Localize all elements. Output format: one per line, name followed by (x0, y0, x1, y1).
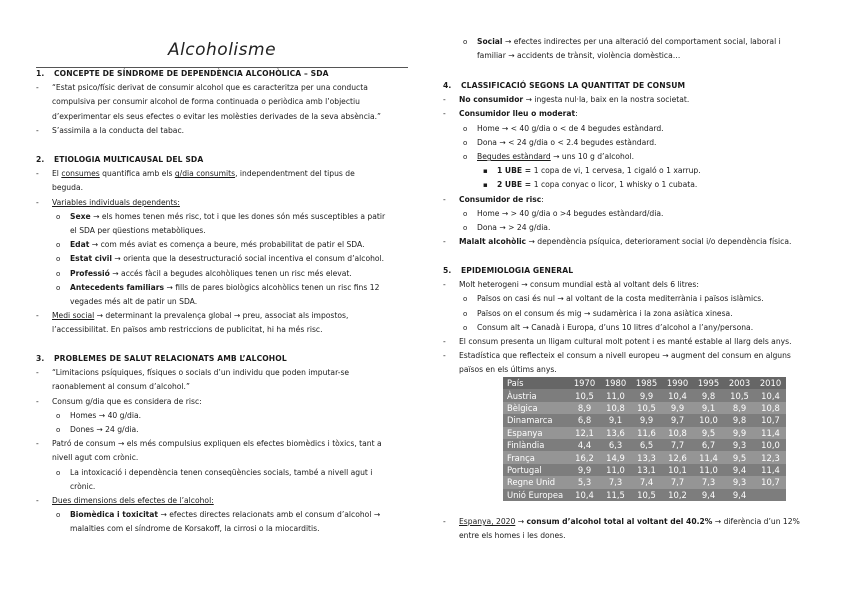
text: → diferència d’un 12% (712, 517, 800, 526)
table-cell: 8,9 (569, 402, 600, 414)
bullet (36, 81, 408, 124)
table-cell: 10,0 (755, 439, 786, 451)
underlined-text: Espanya, 2020 (459, 517, 516, 526)
table-cell: 10,5 (569, 389, 600, 401)
table-cell: 1980 (600, 377, 631, 389)
bullet: - Variables individuals dependents: (36, 196, 408, 210)
section-number: 3. (36, 354, 45, 363)
bullet: - Dues dimensions dels efectes de l’alcohol: (36, 494, 408, 508)
text-line: raonablement al consum d’alcohol.” (52, 382, 190, 392)
table-row-label: Bèlgica (503, 402, 569, 414)
page-title: Alcoholisme (167, 40, 277, 60)
table-cell: 11,4 (755, 427, 786, 439)
table-cell: 1970 (569, 377, 600, 389)
sub-bullet: o Països on casi és nul → al voltant de la costa mediterrània i països islàmics. (443, 292, 815, 306)
bullet (443, 515, 815, 543)
bold-term: Consumidor de risc (459, 194, 542, 204)
table-cell: 10,5 (631, 402, 662, 414)
text: : (575, 109, 578, 119)
text: El (52, 169, 62, 179)
bullet (443, 235, 815, 249)
text-line: crònic. (70, 481, 96, 491)
table-row (503, 476, 786, 488)
table-row-label: Regne Unid (503, 476, 569, 488)
table-cell: 10,8 (755, 402, 786, 414)
section-number: 2. (36, 155, 45, 164)
table-cell: 9,8 (724, 414, 755, 426)
text-line: malalties com el síndrome de Korsakoff, la cirrosi o la miocarditis. (70, 524, 320, 534)
table-cell: 2003 (724, 377, 755, 389)
text-line: el SDA per qüestions metabòliques. (70, 226, 206, 236)
table-row-label: Àustria (503, 389, 569, 401)
table-cell: 11,0 (600, 389, 631, 401)
section-heading-text: CONCEPTE DE SÍNDROME DE DEPENDÈNCIA ALCOHÒLICA – SDA (54, 69, 329, 78)
table-cell: 9,4 (724, 489, 755, 501)
bold-term: Professió (70, 268, 110, 278)
sub-bullet (36, 281, 408, 309)
bullet (36, 167, 408, 195)
section-heading-text: PROBLEMES DE SALUT RELACIONATS AMB L’ALCOHOL (54, 354, 287, 363)
sub-bullet (36, 238, 408, 252)
table-cell: 12,3 (755, 451, 786, 463)
table-cell: 9,3 (724, 439, 755, 451)
text-line: països en els últims anys. (459, 365, 557, 375)
table-cell: 10,5 (631, 489, 662, 501)
text: : (541, 194, 544, 204)
text-line: d’experimentar els seus efectes o evitar les molèsties derivades de la seva absència.” (52, 111, 381, 121)
sub-bullet (443, 150, 815, 164)
table-cell: 6,5 (631, 439, 662, 451)
section-1 (36, 67, 408, 138)
sub-bullet (36, 252, 408, 266)
section-heading-text: EPIDEMIOLOGIA GENERAL (461, 266, 574, 275)
text-line (70, 281, 408, 295)
table-cell: 10,1 (662, 464, 693, 476)
table-cell: 10,4 (662, 389, 693, 401)
table-cell: 11,0 (600, 464, 631, 476)
table-cell: 7,7 (662, 476, 693, 488)
text: → accés fàcil a begudes alcohòliques tenen un risc més elevat. (109, 268, 352, 278)
table-cell: 6,3 (600, 439, 631, 451)
bullet (36, 366, 408, 394)
table-row-label: Unió Europea (503, 489, 569, 501)
table-cell: 4,4 (569, 439, 600, 451)
bold-term: Sexe (70, 211, 91, 221)
text-line (477, 35, 815, 49)
bold-term: Biomèdica i toxicitat (70, 510, 159, 520)
table-cell: 13,6 (600, 427, 631, 439)
table-cell: 6,7 (693, 439, 724, 451)
text-line: beguda. (52, 183, 84, 193)
sub-bullet: o Home → > 40 g/dia o >4 begudes estàndard/dia. (443, 207, 815, 221)
table-cell: 9,9 (724, 427, 755, 439)
continuation-block (443, 35, 815, 63)
table-cell: 16,2 (569, 451, 600, 463)
table-cell: 9,5 (693, 427, 724, 439)
table-cell: 6,8 (569, 414, 600, 426)
table-cell: 9,9 (631, 414, 662, 426)
table-row (503, 414, 786, 426)
bullet (36, 309, 408, 337)
table-cell: 12,6 (662, 451, 693, 463)
bullet (443, 107, 815, 121)
bold-term: Consumidor lleu o moderat (459, 109, 576, 119)
sub-bullet: o Dona → < 24 g/dia o < 2.4 begudes estàndard. (443, 136, 815, 150)
table-row (503, 451, 786, 463)
text: → els homes tenen més risc, tot i que les dones són més susceptibles a patir (90, 211, 386, 221)
text: → dependència psíquica, deteriorament social i/o dependència física. (526, 237, 792, 247)
section-3 (36, 352, 408, 537)
text-line (70, 210, 408, 224)
table-row (503, 489, 786, 501)
alcohol-consumption-table (503, 377, 786, 501)
table-cell: 9,4 (693, 489, 724, 501)
table-cell: 10,8 (662, 427, 693, 439)
text: , independentment del tipus de (235, 169, 355, 179)
table-cell: 11,4 (693, 451, 724, 463)
table-cell (755, 489, 786, 501)
table-cell: 12,1 (569, 427, 600, 439)
bullet (443, 193, 815, 207)
table-cell: 11,6 (631, 427, 662, 439)
text-line: o La intoxicació i dependència tenen conseqüències socials, també a nivell agut i (70, 467, 373, 477)
table-cell: 9,8 (693, 389, 724, 401)
underlined-text: consumes (61, 169, 100, 179)
bold-term: Estat civil (70, 254, 112, 264)
bullet: - S’assimila a la conducta del tabac. (36, 124, 408, 138)
text-line (70, 508, 408, 522)
table-cell: 10,4 (569, 489, 600, 501)
text-line: compulsiva per consumir alcohol de forma continuada o periòdica amb l’objectiu (52, 97, 360, 107)
text: → determinant la prevalença global → preu, associat als impostos, (94, 311, 349, 321)
table-cell: 7,4 (631, 476, 662, 488)
text-line (52, 309, 408, 323)
table-cell: 7,7 (662, 439, 693, 451)
text-line: - Estadística que reflecteix el consum a nivell europeu → augment del consum en alguns (459, 351, 791, 361)
section-heading (443, 79, 815, 93)
table-cell: 11,5 (600, 489, 631, 501)
table-cell: 9,7 (662, 414, 693, 426)
sub-bullet (36, 210, 408, 238)
table-cell: 10,5 (724, 389, 755, 401)
sub-bullet: o Dones → 24 g/dia. (36, 423, 408, 437)
text-line: l’accessibilitat. En països amb restriccions de publicitat, hi ha més risc. (52, 325, 323, 335)
text-line: - “Limitacions psíquiques, físiques o socials d’un individu que poden imputar-se (52, 368, 350, 378)
text: → (515, 517, 527, 526)
underlined-text: g/dia consumits (174, 169, 236, 179)
table-row (503, 389, 786, 401)
table-cell: 9,4 (724, 464, 755, 476)
sub-bullet: o Home → < 40 g/dia o < de 4 begudes estàndard. (443, 122, 815, 136)
text: → orienta que la desestructuració social incentiva el consum d’alcohol. (112, 254, 385, 264)
table-row-label: Portugal (503, 464, 569, 476)
text-line: entre els homes i les dones. (459, 531, 566, 541)
bullet (36, 437, 408, 465)
sub-bullet (36, 466, 408, 494)
table-cell: 10,0 (693, 414, 724, 426)
table-cell: 11,0 (693, 464, 724, 476)
bold-term: Malalt alcohòlic (459, 237, 527, 247)
bold-term: consum d’alcohol total al voltant del 40.2% (526, 517, 713, 526)
section-heading-text: CLASSIFICACIÓ SEGONS LA QUANTITAT DE CONSUM (461, 81, 686, 90)
sub-bullet: o Dona → > 24 g/dia. (443, 221, 815, 235)
table-cell: 13,3 (631, 451, 662, 463)
table-row-label: País (503, 377, 569, 389)
table-row (503, 464, 786, 476)
table-row (503, 439, 786, 451)
table-cell: 7,3 (600, 476, 631, 488)
sub-bullet (36, 267, 408, 281)
sub-bullet: o Consum alt → Canadà i Europa, d’uns 10 litres d’alcohol a l’any/persona. (443, 321, 815, 335)
table-cell: 9,9 (569, 464, 600, 476)
section-number: 1. (36, 69, 45, 78)
table-cell: 1985 (631, 377, 662, 389)
bold-term: Edat (70, 240, 90, 250)
section-heading (36, 352, 408, 366)
table-cell: 8,9 (724, 402, 755, 414)
bold-term: Social (477, 37, 503, 46)
section-5 (443, 264, 815, 378)
table-row-label: Dinamarca (503, 414, 569, 426)
spain-stat-block (443, 515, 815, 543)
sub-bullet (443, 35, 815, 63)
section-heading (443, 264, 815, 278)
text-line (459, 515, 815, 529)
bold-term: 2 UBE = (497, 180, 534, 190)
text-line: familiar → accidents de trànsit, violència domèstica… (477, 51, 681, 61)
section-heading-text: ETIOLOGIA MULTICAUSAL DEL SDA (54, 155, 204, 164)
table-cell: 13,1 (631, 464, 662, 476)
section-number: 4. (443, 81, 452, 90)
text: → ingesta nul·la, baix en la nostra societat. (523, 95, 690, 105)
table-body (503, 377, 786, 501)
bold-term: 1 UBE = (497, 166, 534, 176)
bold-term: No consumidor (459, 95, 524, 105)
section-heading (36, 153, 408, 167)
table-row-label: Finlàndia (503, 439, 569, 451)
table-cell: 10,7 (755, 476, 786, 488)
table-cell: 10,7 (755, 414, 786, 426)
table-cell: 9,9 (631, 389, 662, 401)
table-cell: 9,3 (724, 476, 755, 488)
table-cell: 2010 (755, 377, 786, 389)
text-line: - Patró de consum → els més compulsius expliquen els efectes biomèdics i tòxics, tant a (52, 439, 382, 449)
sub-sub-bullet (443, 178, 815, 192)
underlined-text: Begudes estàndard (477, 152, 551, 162)
table-cell: 7,3 (693, 476, 724, 488)
text: quantifica amb els (99, 169, 175, 179)
text: → fills de pares biològics alcohòlics tenen un risc fins 12 (164, 282, 380, 292)
section-heading (36, 67, 408, 81)
text-line (52, 167, 408, 181)
bullet: - El consum presenta un lligam cultural molt potent i es manté estable al llarg dels anys. (443, 335, 815, 349)
table-cell: 10,8 (600, 402, 631, 414)
bullet (443, 93, 815, 107)
table-cell: 14,9 (600, 451, 631, 463)
text-line: vegades més alt de patir un SDA. (70, 297, 198, 307)
text: → efectes indirectes per una alteració del comportament social, laboral i (502, 37, 781, 46)
section-number: 5. (443, 266, 452, 275)
table-cell: 5,3 (569, 476, 600, 488)
text: → uns 10 g d’alcohol. (550, 152, 635, 162)
sub-bullet: o Països on el consum és mig → sudamèrica i la zona asiàtica xinesa. (443, 307, 815, 321)
bold-term: Antecedents familiars (70, 282, 165, 292)
bullet: - Molt heterogeni → consum mundial està al voltant dels 6 litres: (443, 278, 815, 292)
sub-bullet: o Homes → 40 g/dia. (36, 409, 408, 423)
table-cell: 1995 (693, 377, 724, 389)
section-4 (443, 79, 815, 249)
table-cell: 9,1 (600, 414, 631, 426)
sub-sub-bullet (443, 164, 815, 178)
table-header-row (503, 377, 786, 389)
table-row (503, 427, 786, 439)
underlined-text: Medi social (52, 311, 95, 321)
text: 1 copa conyac o licor, 1 whisky o 1 cubata. (533, 180, 698, 190)
text: → com més aviat es comença a beure, més probabilitat de patir el SDA. (89, 240, 365, 250)
section-2 (36, 153, 408, 338)
table-cell: 10,4 (755, 389, 786, 401)
bullet: - Consum g/dia que es considera de risc: (36, 395, 408, 409)
table-cell: 10,2 (662, 489, 693, 501)
table-cell: 11,4 (755, 464, 786, 476)
table-cell: 1990 (662, 377, 693, 389)
table-cell: 9,5 (724, 451, 755, 463)
text: 1 copa de vi, 1 cervesa, 1 cigaló o 1 xarrup. (533, 166, 701, 176)
table-cell: 9,9 (662, 402, 693, 414)
table-row (503, 402, 786, 414)
text-line: - “Estat psico/físic derivat de consumir alcohol que es caracteritza per una conducta (52, 83, 368, 93)
text-line: nivell agut com crònic. (52, 453, 139, 463)
sub-bullet (36, 508, 408, 536)
table-row-label: Espanya (503, 427, 569, 439)
table-cell: 9,1 (693, 402, 724, 414)
table-row-label: França (503, 451, 569, 463)
text: → efectes directes relacionats amb el consum d’alcohol → (158, 510, 381, 520)
bullet (443, 349, 815, 377)
